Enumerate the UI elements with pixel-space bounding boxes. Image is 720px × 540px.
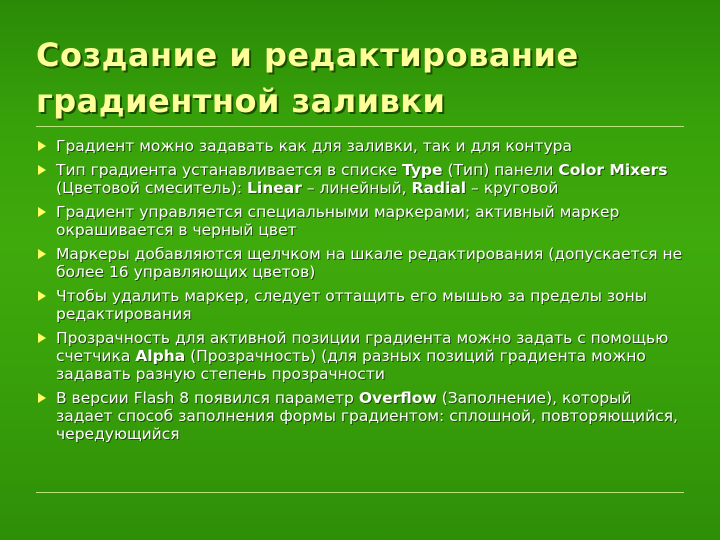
bullet-text: – линейный, [301,179,412,197]
triangle-bullet-icon [38,207,46,217]
bullet-text: Прозрачность для активной позиции градиента можно задать с помощью счетчика [56,329,669,365]
bullet-text: (Цветовой смеситель): [56,179,248,197]
bullet-item-overflow [36,389,686,443]
slide-title [36,32,696,124]
bullet-item-gradient-type [36,161,686,197]
bold-term-color-mixers: Color Mixers [558,161,668,179]
title-line-2: градиентной заливки [36,82,446,120]
bullet-item-markers [36,203,686,239]
bold-term-type: Type [402,161,443,179]
title-line-1: Создание и редактирование [36,36,579,74]
bullet-text: Тип градиента устанавливается в списке [56,161,403,179]
bold-term-alpha: Alpha [135,347,186,365]
triangle-bullet-icon [38,333,46,343]
triangle-bullet-icon [38,165,46,175]
bullet-text: (Прозрачность) (для разных позиций градиента можно задавать разную степень прозрачности [56,347,646,383]
bullet-item-alpha [36,329,686,383]
bullet-item-add-marker [36,245,686,281]
bullet-text: Градиент можно задавать как для заливки, так и для контура [56,137,572,155]
title-divider [36,126,684,127]
bullet-text: В версии Flash 8 появился параметр [56,389,359,407]
bullet-item-remove-marker [36,287,686,323]
triangle-bullet-icon [38,393,46,403]
bullet-text: Маркеры добавляются щелчком на шкале редактирования (допускается не более 16 управляющих цветов) [56,245,683,281]
bullet-text: – круговой [466,179,559,197]
bullet-list [36,137,686,449]
bold-term-overflow: Overflow [358,389,437,407]
bullet-text: Градиент управляется специальными маркерами; активный маркер окрашивается в черный цвет [56,203,620,239]
triangle-bullet-icon [38,249,46,259]
bullet-text: (Тип) панели [442,161,559,179]
triangle-bullet-icon [38,291,46,301]
bold-term-linear: Linear [247,179,302,197]
bold-term-radial: Radial [411,179,467,197]
bullet-text: Чтобы удалить маркер, следует оттащить его мышью за пределы зоны редактирования [56,287,648,323]
bullet-item-gradient-targets [36,137,686,155]
bullet-text: (Заполнение), который задает способ заполнения формы градиентом: сплошной, повторяющийся, чередующийся [56,389,678,443]
bottom-divider [36,492,684,493]
triangle-bullet-icon [38,141,46,151]
